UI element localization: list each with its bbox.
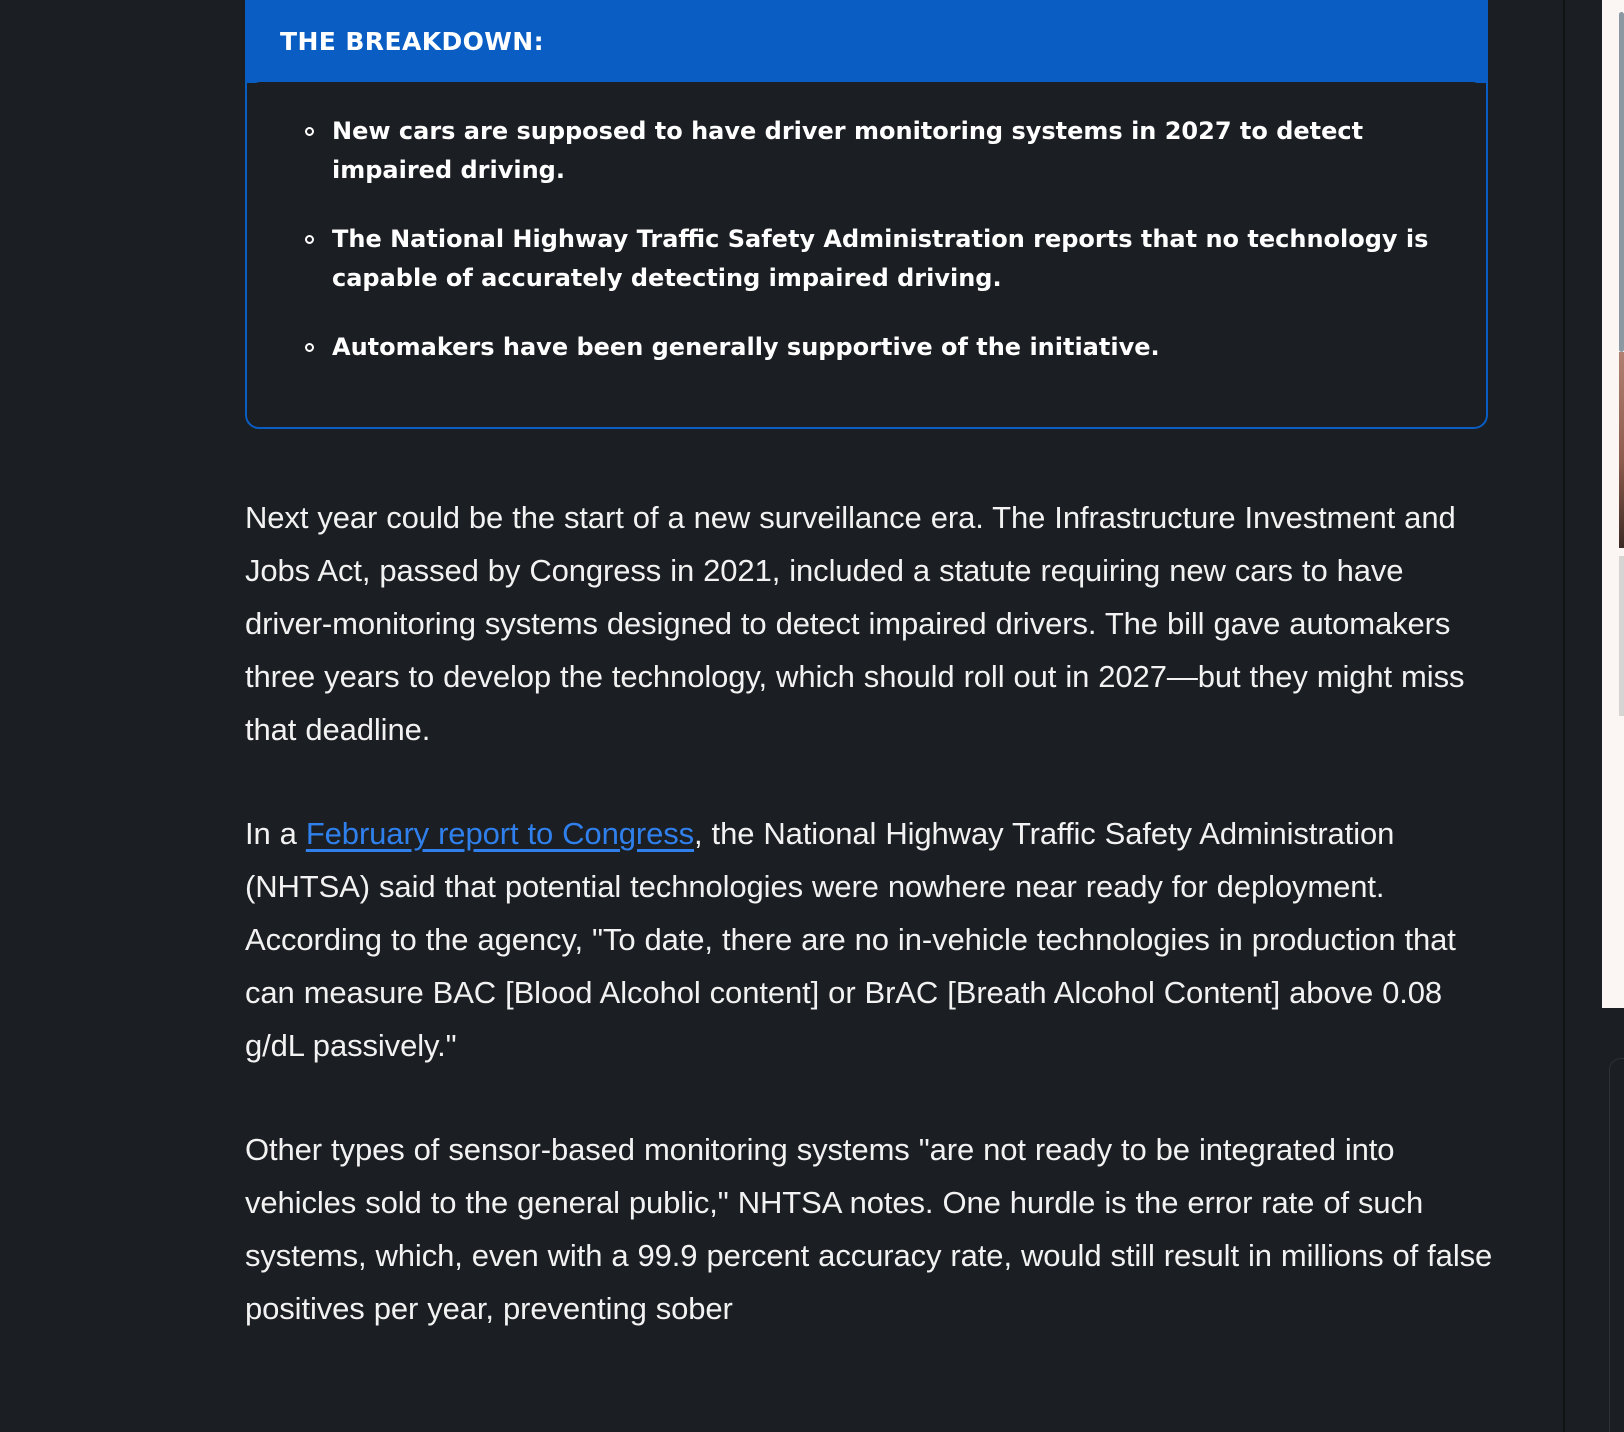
breakdown-bullet-list [275, 112, 1458, 367]
list-item [275, 220, 1435, 298]
vertical-scrollbar-thumb[interactable] [1619, 12, 1624, 352]
paragraph-2-text-before-link: In a [245, 816, 306, 851]
breakdown-header-title: THE BREAKDOWN: [280, 26, 544, 56]
february-report-to-congress-link[interactable]: February report to Congress [305, 816, 695, 851]
list-item-text: Automakers have been generally supportive of the initiative. [332, 333, 1160, 361]
hollow-circle-bullet-icon [305, 343, 314, 352]
list-item [275, 112, 1435, 190]
hollow-circle-bullet-icon [305, 127, 314, 136]
list-item-text: New cars are supposed to have driver monitoring systems in 2027 to detect impaired driving. [332, 117, 1364, 184]
article-paragraph-3: Other types of sensor-based monitoring systems "are not ready to be integrated into vehicles sold to the general public," NHTSA notes. One hurdle is the error rate of such systems, which, even with a 99.9 percent accuracy rate, would still result in millions of false positives per year, preventing sober [245, 1132, 1493, 1326]
right-edge-strip [1565, 0, 1624, 1432]
article-paragraph-2 [245, 807, 1495, 1072]
partial-image-edge-secondary [1619, 556, 1624, 716]
paragraph-2-text-after-link: , the National Highway Traffic Safety Administration (NHTSA) said that potential technologies were nowhere near ready for deployment. According to the agency, "To date, there are no in-vehicle technologies in production that can measure BAC [Blood Alcohol content] or BrAC [Breath Alcohol Content] above 0.08 g/dL passively." [245, 816, 1456, 1063]
article-paragraph-1: Next year could be the start of a new surveillance era. The Infrastructure Investment and Jobs Act, passed by Congress in 2021, included a statute requiring new cars to have driver-monitoring systems designed to detect impaired drivers. The bill gave automakers three years to develop the technology, which should roll out in 2027—but they might miss that deadline. [245, 500, 1465, 747]
list-item [275, 328, 1435, 367]
breakdown-callout [245, 0, 1488, 429]
article-body [245, 429, 1495, 1335]
partial-image-edge [1619, 352, 1624, 548]
breakdown-body [247, 82, 1486, 427]
breakdown-header [247, 0, 1486, 83]
hollow-circle-bullet-icon [305, 235, 314, 244]
list-item-text: The National Highway Traffic Safety Administration reports that no technology is capable of accurately detecting impaired driving. [332, 225, 1429, 292]
partial-panel-edge [1609, 1058, 1624, 1432]
